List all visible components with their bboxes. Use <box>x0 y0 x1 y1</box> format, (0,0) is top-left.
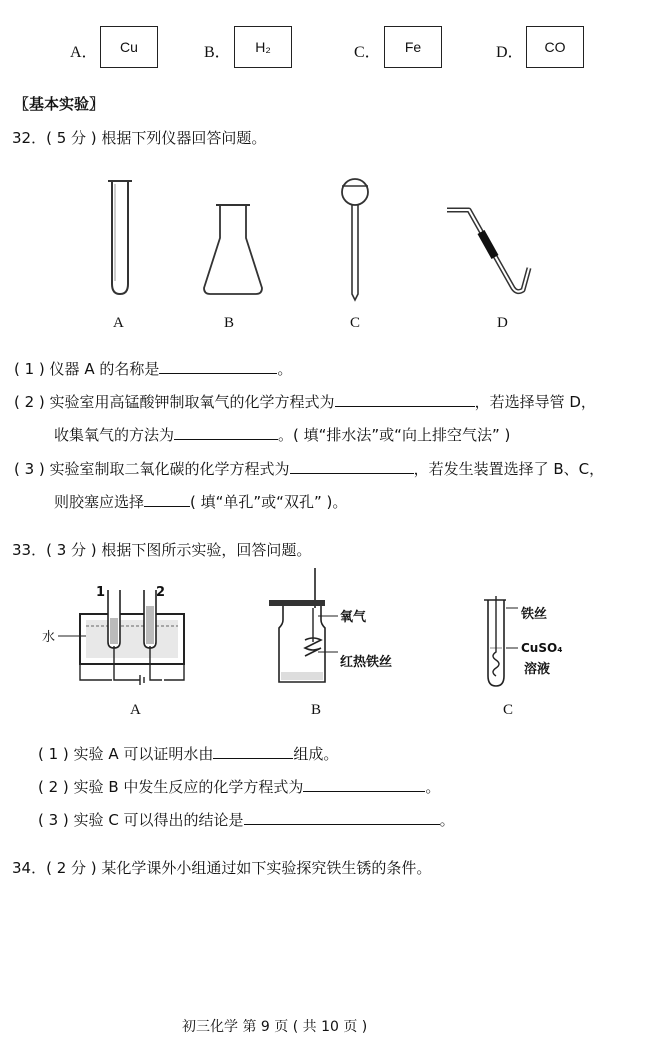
test-tube-figure <box>100 176 140 301</box>
iron-wire-label: 铁丝 <box>521 607 548 622</box>
option-b-label: B． <box>204 44 231 61</box>
option-a-box <box>100 26 158 68</box>
instrument-label-b: B <box>224 315 235 331</box>
q33-part3 <box>38 810 455 830</box>
copper-sulfate-figure <box>480 596 520 692</box>
instrument-label-d: D <box>497 315 508 331</box>
q32-part3-blank[interactable] <box>290 459 414 474</box>
fig-label-a: A <box>130 702 141 718</box>
q32-part3-line2 <box>54 492 347 512</box>
q32-part3-text: ( 3 ) 实验室制取二氧化碳的化学方程式为 <box>14 460 290 478</box>
q32-part2-blank2[interactable] <box>174 425 278 440</box>
label-pointer-lines <box>318 612 342 656</box>
option-c-box <box>384 26 442 68</box>
fig-label-c: C <box>503 702 514 718</box>
q32-part1-blank[interactable] <box>159 359 277 374</box>
q32-part2-line2 <box>54 425 510 445</box>
q32-part3-text2: ，若发生装置选择了 B、C， <box>413 460 605 478</box>
option-c-label: C． <box>354 44 381 61</box>
fig-label-b: B <box>311 702 322 718</box>
q32-part3 <box>14 459 604 479</box>
water-label: 水 <box>42 630 56 645</box>
option-a-label: A． <box>70 44 98 61</box>
q33-part3-text: ( 3 ) 实验 C 可以得出的结论是 <box>38 811 244 829</box>
q32-part2-text2: ，若选择导管 D， <box>474 393 596 411</box>
q32-part2 <box>14 392 596 412</box>
q33-part2-blank[interactable] <box>303 777 425 792</box>
q33-part3-end: 。 <box>439 811 455 829</box>
q33-part1-blank[interactable] <box>213 744 293 759</box>
q32-stem: 32．( 5 分 ) 根据下列仪器回答问题。 <box>12 129 267 147</box>
q32-part2-blank[interactable] <box>335 392 475 407</box>
hot-wire-label: 红热铁丝 <box>340 655 393 670</box>
tube2-label: 2 <box>156 585 166 600</box>
instrument-label-a: A <box>113 315 124 331</box>
conical-flask-figure <box>200 200 266 300</box>
q32-part3-text4: ( 填“单孔”或“双孔” )。 <box>190 493 348 511</box>
option-a-formula: Cu <box>120 39 138 55</box>
q33-part1-end: 组成。 <box>293 745 339 763</box>
q33-part2 <box>38 777 440 797</box>
cuso4-label: CuSO₄ <box>521 641 563 655</box>
option-d-box <box>526 26 584 68</box>
q33-part2-text: ( 2 ) 实验 B 中发生反应的化学方程式为 <box>38 778 304 796</box>
page-footer: 初三化学 第 9 页 ( 共 10 页 ) <box>182 1019 368 1035</box>
option-b-box <box>234 26 292 68</box>
q32-part3-text3: 则胶塞应选择 <box>54 493 145 511</box>
q33-part2-end: 。 <box>425 778 441 796</box>
q33-part1 <box>38 744 338 764</box>
q32-part1 <box>14 359 292 379</box>
long-neck-funnel-figure <box>335 172 375 304</box>
instrument-label-c: C <box>350 315 361 331</box>
q32-part2-text: ( 2 ) 实验室用高锰酸钾制取氧气的化学方程式为 <box>14 393 335 411</box>
option-b-formula: H₂ <box>255 39 271 55</box>
q33-stem: 33．( 3 分 ) 根据下图所示实验，回答问题。 <box>12 541 312 559</box>
solution-label: 溶液 <box>524 662 551 677</box>
electrolysis-figure <box>40 580 190 690</box>
q34-stem: 34．( 2 分 ) 某化学课外小组通过如下实验探究铁生锈的条件。 <box>12 859 432 877</box>
bent-delivery-tube-figure <box>445 202 535 302</box>
q32-part2-text3: 收集氧气的方法为 <box>54 426 175 444</box>
q32-part2-text4: 。( 填“排水法”或“向上排空气法” ) <box>278 426 511 444</box>
q32-part1-text: ( 1 ) 仪器 A 的名称是 <box>14 360 160 378</box>
option-c-formula: Fe <box>404 39 422 55</box>
q32-part1-end: 。 <box>277 360 293 378</box>
option-d-formula: CO <box>544 39 566 55</box>
q32-part3-blank2[interactable] <box>144 492 190 507</box>
q33-part1-text: ( 1 ) 实验 A 可以证明水由 <box>38 745 214 763</box>
oxygen-label: 氧气 <box>340 610 367 625</box>
section-title: 〖基本实验〗 <box>14 95 105 113</box>
option-d-label: D． <box>496 44 524 61</box>
tube1-label: 1 <box>96 585 106 600</box>
q33-part3-blank[interactable] <box>244 810 440 825</box>
